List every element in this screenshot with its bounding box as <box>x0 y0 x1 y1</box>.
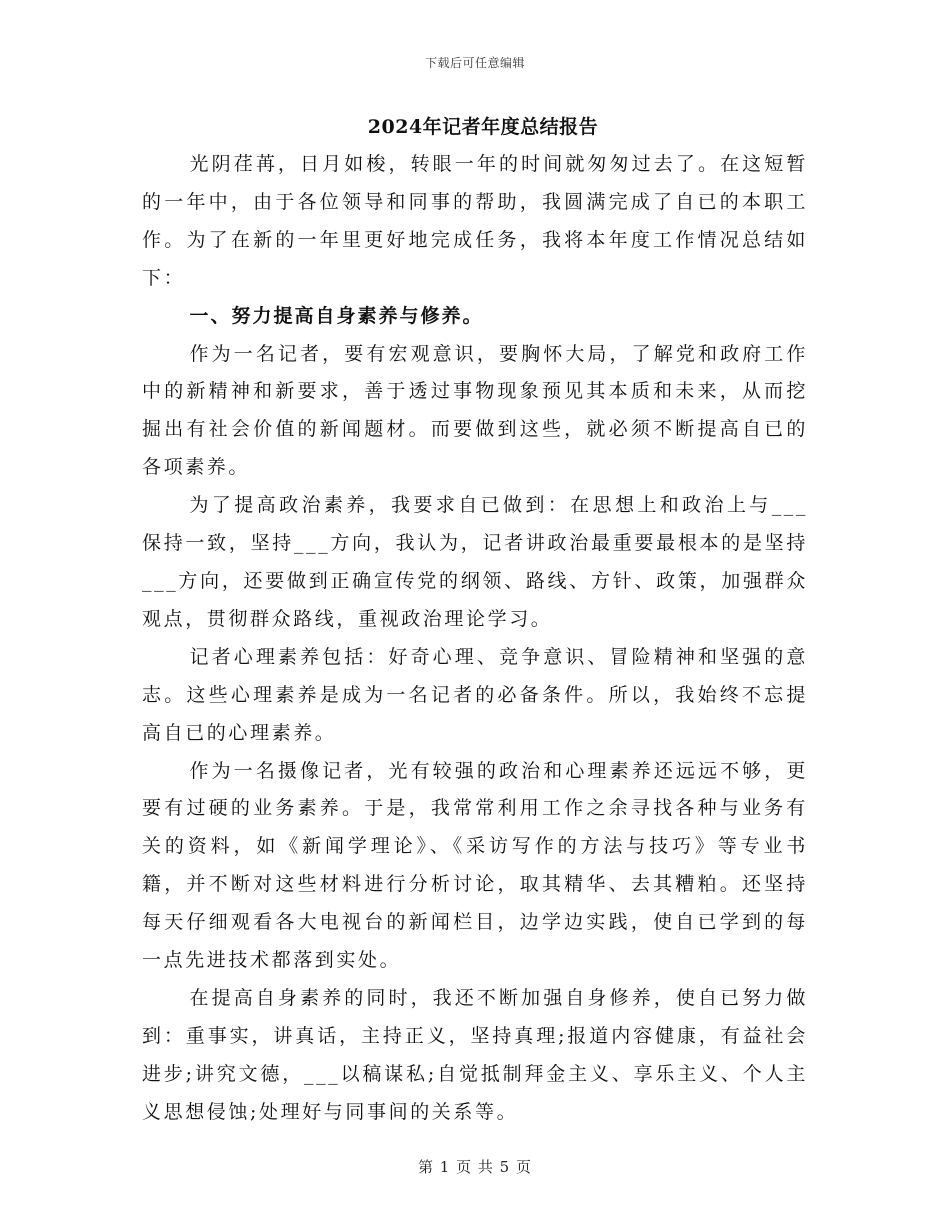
paragraph-macro-awareness: 作为一名记者，要有宏观意识，要胸怀大局，了解党和政府工作中的新精神和新要求，善于透过事物现象预见其本质和未来，从而挖掘出有社会价值的新闻题材。而要做到这些，就必须不断提高自已的各项素养。 <box>142 342 808 479</box>
paragraph-psychological-quality: 记者心理素养包括：好奇心理、竞争意识、冒险精神和坚强的意志。这些心理素养是成为一名记者的必备条件。所以，我始终不忘提高自已的心理素养。 <box>142 645 808 744</box>
paragraph-self-cultivation: 在提高自身素养的同时，我还不断加强自身修养，使自已努力做到：重事实，讲真话，主持正义，坚持真理;报道内容健康，有益社会进步;讲究文德，___以稿谋私;自觉抵制拜金主义、享乐主义、个人主义思想侵蚀;处理好与同事间的关系等。 <box>142 986 808 1123</box>
document-title: 2024年记者年度总结报告 <box>367 116 599 138</box>
paragraph-intro: 光阴荏苒，日月如梭，转眼一年的时间就匆匆过去了。在这短暂的一年中，由于各位领导和同事的帮助，我圆满完成了自已的本职工作。为了在新的一年里更好地完成任务，我将本年度工作情况总结如下： <box>142 153 808 289</box>
paragraph-professional-quality: 作为一名摄像记者，光有较强的政治和心理素养还远远不够，更要有过硬的业务素养。于是，我常常利用工作之余寻找各种与业务有关的资料，如《新闻学理论》、《采访写作的方法与技巧》等专业书籍，并不断对这些材料进行分析讨论，取其精华、去其糟粕。还坚持每天仔细观看各大电视台的新闻栏目，边学边实践，使自已学到的每一点先进技术都落到实处。 <box>142 759 808 972</box>
section-heading-1: 一、努力提高自身素养与修养。 <box>189 304 484 327</box>
page-footer: 第 1 页 共 5 页 <box>418 1158 532 1176</box>
paragraph-political-quality: 为了提高政治素养，我要求自已做到：在思想上和政治上与___保持一致，坚持___方向，我认为，记者讲政治最重要最根本的是坚持___方向，还要做到正确宣传党的纲领、路线、方针、政策，加强群众观点，贯彻群众路线，重视政治理论学习。 <box>142 494 808 630</box>
header-note: 下载后可任意编辑 <box>424 56 525 70</box>
document-body <box>142 108 808 1132</box>
